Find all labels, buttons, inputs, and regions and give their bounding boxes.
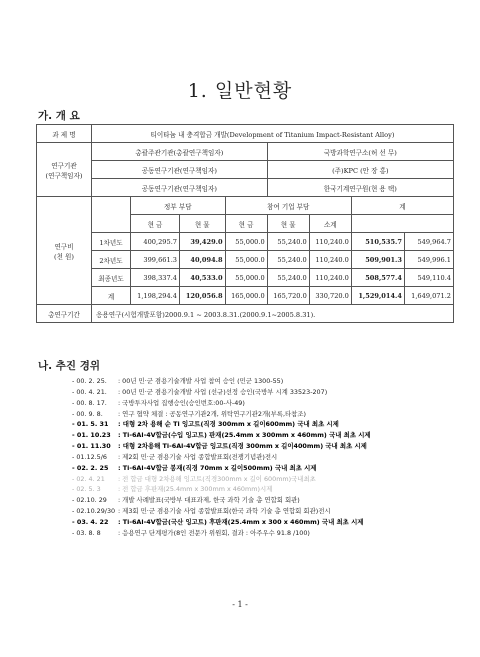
org-role: 공동연구기관(연구책임자) — [92, 161, 268, 179]
timeline-text: : Ti-6Al-4V합금 봉재(직경 70mm x 길이500mm) 국내 최초 시제 — [118, 463, 317, 472]
org-role: 총괄주관기관(총괄연구책임자) — [92, 143, 268, 161]
group-header: 정부 부담 — [131, 197, 226, 215]
timeline-date: - 02.10.29/30 — [72, 507, 116, 516]
timeline-text: : 제2회 민·군 겸용기술 사업 종합발표회(전쟁기념관)전시 — [118, 452, 278, 461]
list-item — [72, 463, 462, 474]
overview-table — [36, 124, 454, 323]
value-cell: 55,000.0 — [225, 269, 267, 287]
project-label: 과 제 명 — [37, 125, 92, 143]
timeline-list — [72, 376, 462, 539]
value-cell: 110,240.0 — [309, 251, 351, 269]
value-cell: 399,661.3 — [131, 251, 180, 269]
timeline-date: - 01. 10.23 — [72, 431, 111, 440]
list-item — [72, 419, 462, 430]
group-header: 계 — [351, 197, 453, 215]
timeline-text: : 개발 사례발표(국방부 대표과제, 한국 과학 기술 총 연합회 회관) — [118, 496, 300, 505]
org-name: 국방과학연구소(허 선 무) — [267, 143, 453, 161]
timeline-text: : Ti-6Al-4V합금(수입 잉고트) 판재(25.4mm x 300mm x 460mm) 국내 최초 시제 — [118, 431, 371, 440]
sub-header: 현 금 — [225, 215, 267, 233]
timeline-text: : 전 합금 대형 2차용해 잉고트(직경300mm x 길이 600mm)국내최초 — [118, 474, 316, 483]
value-cell: 508,577.4 — [351, 269, 404, 287]
timeline-date: - 01.12.5/6 — [72, 452, 107, 461]
value-cell: 120,056.8 — [179, 287, 225, 305]
cost-label: 연구비 (천 원) — [37, 197, 92, 305]
value-cell: 549,996.1 — [404, 251, 453, 269]
value-cell: 55,240.0 — [267, 269, 309, 287]
timeline-text: : 전 합금 후판재(25.4mm x 300mm x 460mm)시제 — [118, 485, 273, 494]
timeline-date: - 00. 9. 8. — [72, 409, 103, 418]
org-role: 공동연구기관(연구책임자) — [92, 179, 268, 197]
list-item — [72, 387, 462, 398]
timeline-text: : 대형 2차용해 Ti-6Al-4V합금 잉고트(직경 300mm x 길이400mm) 국내 최초 시제 — [118, 442, 367, 451]
value-cell: 165,720.0 — [267, 287, 309, 305]
sub-header-blank — [351, 215, 453, 233]
list-item — [72, 398, 462, 409]
timeline-text: : 국방투자사업 집행승인(승인번호:00-사-49) — [118, 398, 245, 407]
value-cell: 1,198,294.4 — [131, 287, 180, 305]
table-row — [37, 287, 454, 305]
year-cell: 계 — [92, 287, 131, 305]
year-cell: 최종년도 — [92, 269, 131, 287]
value-cell: 55,240.0 — [267, 251, 309, 269]
timeline-text: : 제3회 민·군 겸용기술 사업 종합발표회(한국 과학 기술 총 연합회 회관)전시 — [118, 507, 331, 516]
value-cell: 55,240.0 — [267, 233, 309, 251]
list-item — [72, 452, 462, 463]
list-item — [72, 506, 462, 517]
page-title: 1. 일반현황 — [187, 80, 293, 102]
list-item — [72, 484, 462, 495]
period-value: 응용연구(시험개발포함)2000.9.1 ~ 2003.8.31.(2000.9.1~2005.8.31). — [92, 305, 454, 323]
org-name: 한국기계연구원(현 용 택) — [267, 179, 453, 197]
list-item — [72, 376, 462, 387]
list-item — [72, 430, 462, 441]
year-cell: 1차년도 — [92, 233, 131, 251]
timeline-date: - 03. 8. 8 — [72, 528, 101, 537]
value-cell: 110,240.0 — [309, 233, 351, 251]
value-cell: 40,533.0 — [179, 269, 225, 287]
timeline-text: : 연구 협약 체결 : 공동연구기관2개, 위탁연구기관2개(부록,타참조) — [118, 409, 307, 418]
value-cell: 165,000.0 — [225, 287, 267, 305]
org-name: (주)KPC (안 장 홍) — [267, 161, 453, 179]
timeline-text: : Ti-6Al-4V합금(국산 잉고트) 후판재(25.4mm x 300 x 460mm) 국내 최초 시제 — [118, 517, 364, 526]
list-item — [72, 517, 462, 528]
sub-header: 소계 — [309, 215, 351, 233]
header-blank — [92, 197, 131, 233]
timeline-date: - 00. 4. 21. — [72, 387, 107, 396]
page-number: - 1 - — [232, 600, 248, 609]
timeline-date: - 02. 5. 3 — [72, 485, 101, 494]
value-cell: 400,295.7 — [131, 233, 180, 251]
timeline-date: - 03. 4. 22 — [72, 517, 109, 526]
timeline-date: - 01. 11.30 — [72, 442, 111, 451]
org-label: 연구기관 (연구책임자) — [37, 143, 92, 197]
value-cell: 549,964.7 — [404, 233, 453, 251]
value-cell: 55,000.0 — [225, 251, 267, 269]
sub-header: 현 물 — [179, 215, 225, 233]
timeline-text: : 대형 2차 용해 순 Ti 잉고트(직경 300mm x 길이600mm) 국내 최초 시제 — [118, 420, 339, 429]
timeline-date: - 02.10. 29 — [72, 496, 107, 505]
list-item — [72, 441, 462, 452]
group-header: 참여 기업 부담 — [225, 197, 351, 215]
year-cell: 2차년도 — [92, 251, 131, 269]
section-b-title: 나. 추진 경위 — [38, 360, 101, 372]
list-item — [72, 495, 462, 506]
value-cell: 55,000.0 — [225, 233, 267, 251]
project-name: 티이타늄 내 충격합금 개발(Development of Titanium Impact-Resistant Alloy) — [92, 125, 454, 143]
value-cell: 509,901.3 — [351, 251, 404, 269]
sub-header: 현 물 — [267, 215, 309, 233]
timeline-date: - 00. 2. 25. — [72, 377, 107, 385]
value-cell: 398,337.4 — [131, 269, 180, 287]
value-cell: 330,720.0 — [309, 287, 351, 305]
sub-header: 현 금 — [131, 215, 180, 233]
value-cell: 39,429.0 — [179, 233, 225, 251]
timeline-date: - 00. 8. 17. — [72, 398, 107, 407]
timeline-date: - 01. 5. 31 — [72, 420, 109, 429]
period-label: 총연구기간 — [37, 305, 92, 323]
value-cell: 1,649,071.2 — [404, 287, 453, 305]
list-item — [72, 528, 462, 539]
timeline-text: : 응용연구 단계평가(8인 전문가 위원회, 결과 : 아주우수 91.8 /100) — [118, 528, 310, 537]
value-cell: 510,535.7 — [351, 233, 404, 251]
list-item — [72, 409, 462, 420]
section-a-title: 가. 개 요 — [38, 110, 80, 122]
table-row — [37, 269, 454, 287]
value-cell: 110,240.0 — [309, 269, 351, 287]
table-row — [37, 233, 454, 251]
value-cell: 549,110.4 — [404, 269, 453, 287]
timeline-text: : 00년 민·군 겸용기술개발 사업 참여 승인 (민군 1300-55) — [118, 377, 284, 385]
value-cell: 40,094.8 — [179, 251, 225, 269]
timeline-date: - 02. 4. 21 — [72, 474, 105, 483]
value-cell: 1,529,014.4 — [351, 287, 404, 305]
timeline-date: - 02. 2. 25 — [72, 463, 109, 472]
list-item — [72, 474, 462, 485]
timeline-text: : 00년 민·군 겸용기술개발 사업 (선규)선정 승인(국방부 시계 33523-207) — [118, 387, 328, 396]
table-row — [37, 251, 454, 269]
